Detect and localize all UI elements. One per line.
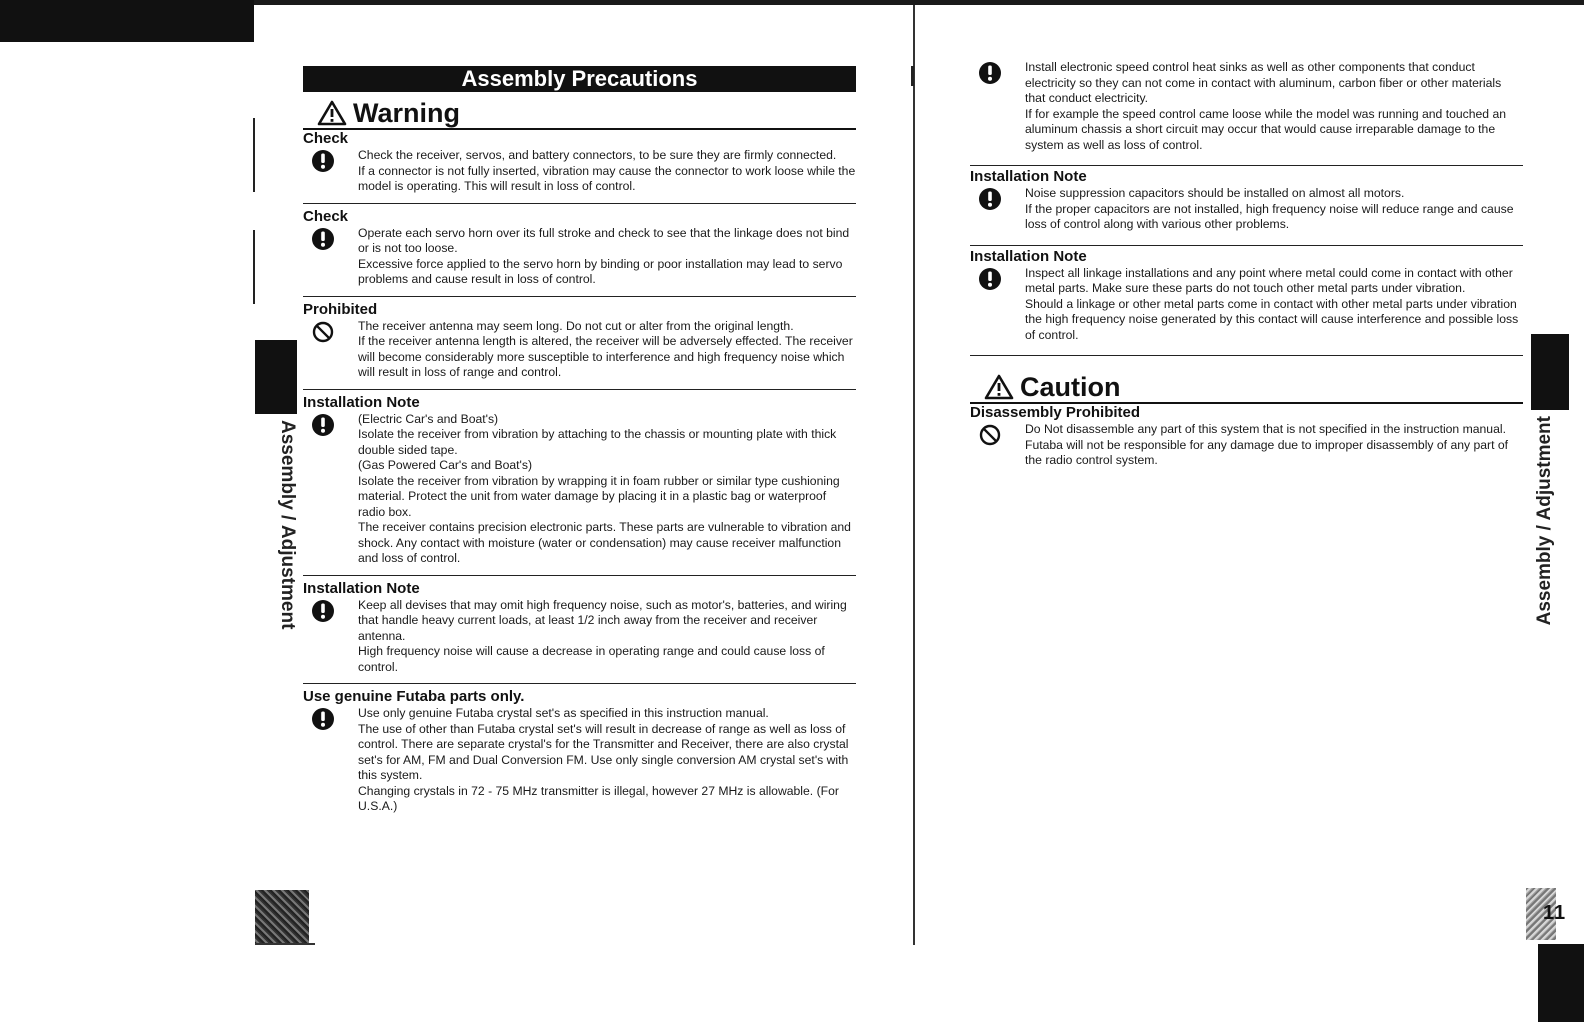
section-tab-right xyxy=(1531,334,1569,410)
section-paragraph: (Electric Car's and Boat's) xyxy=(358,411,499,426)
section-text xyxy=(1025,186,1523,233)
section-title: Installation Note xyxy=(303,579,420,597)
section-body xyxy=(303,412,856,567)
exclamation-icon xyxy=(311,599,335,623)
precaution-section xyxy=(970,60,1523,166)
precaution-section xyxy=(970,168,1523,246)
exclamation-icon xyxy=(311,707,335,731)
section-icon-wrap xyxy=(970,422,1025,469)
fold-mark xyxy=(911,66,914,86)
scan-shadow-top-left xyxy=(0,0,254,42)
exclamation-icon xyxy=(978,61,1002,85)
precaution-section xyxy=(303,130,856,204)
section-icon-wrap xyxy=(303,706,358,815)
section-title: Prohibited xyxy=(303,300,378,318)
section-text xyxy=(358,319,856,381)
scan-speckle-edge xyxy=(255,943,315,945)
section-body xyxy=(970,186,1523,233)
exclamation-icon xyxy=(311,413,335,437)
section-body xyxy=(970,60,1523,153)
left-page xyxy=(303,66,856,827)
prohibited-icon xyxy=(978,423,1002,447)
section-body xyxy=(303,148,856,195)
margin-mark xyxy=(253,118,255,192)
section-icon-wrap xyxy=(970,186,1025,233)
warning-triangle-icon xyxy=(984,374,1014,400)
section-icon-wrap xyxy=(303,226,358,288)
section-paragraph: Excessive force applied to the servo horn by binding or poor installation may lead to servo problems and cause result in loss of control. xyxy=(358,256,843,286)
margin-mark xyxy=(253,230,255,304)
section-icon-wrap xyxy=(303,598,358,676)
section-body xyxy=(303,319,856,381)
section-paragraph: Changing crystals in 72 - 75 MHz transmitter is illegal, however 27 MHz is allowable. (For U.S.A.) xyxy=(358,783,839,813)
section-paragraph: If the proper capacitors are not installed, high frequency noise will reduce range and cause loss of control along with various other problems. xyxy=(1025,201,1514,231)
section-body xyxy=(303,598,856,676)
section-text xyxy=(1025,60,1523,153)
exclamation-icon xyxy=(978,187,1002,211)
precaution-section xyxy=(303,394,856,576)
warning-triangle-icon xyxy=(317,100,347,126)
right-page xyxy=(970,60,1523,481)
section-text xyxy=(1025,422,1523,469)
section-text xyxy=(358,412,856,567)
section-icon-wrap xyxy=(970,60,1025,153)
section-icon-wrap xyxy=(303,319,358,381)
section-paragraph: Isolate the receiver from vibration by attaching to the chassis or mounting plate with thick double sided tape. xyxy=(358,427,837,457)
section-icon-wrap xyxy=(303,148,358,195)
side-label-left: Assembly / Adjustment xyxy=(277,420,298,630)
caution-heading-text: Caution xyxy=(1020,372,1121,402)
section-paragraph: The use of other than Futaba crystal set's will result in decrease of range as well as loss of control. There are separate crystal's for the Transmitter and Receiver, there are also crystal set's for AM, FM and Dual Conversion FM. Use only single conversion AM crystal set's with this system. xyxy=(358,721,849,782)
section-title: Installation Note xyxy=(303,393,420,411)
scan-shadow-bottom-right xyxy=(1538,944,1584,1022)
section-paragraph: If a connector is not fully inserted, vibration may cause the connector to work loose while the model is operating. This will result in loss of control. xyxy=(358,163,856,193)
section-paragraph: If the receiver antenna length is altered, the receiver will be adversely effected. The receiver will become considerably more susceptible to interference and high frequency noise which will result in loss of range and control. xyxy=(358,334,853,379)
precaution-section xyxy=(303,208,856,297)
section-body xyxy=(970,266,1523,344)
section-paragraph: Operate each servo horn over its full stroke and check to see that the linkage does not bind or is not too loose. xyxy=(358,225,850,255)
warning-heading xyxy=(303,98,856,130)
section-title: Use genuine Futaba parts only. xyxy=(303,688,525,705)
section-title: Installation Note xyxy=(970,247,1087,265)
precaution-section xyxy=(303,580,856,685)
section-text xyxy=(358,226,856,288)
caution-heading xyxy=(970,372,1523,404)
section-body xyxy=(303,226,856,288)
warning-heading-text: Warning xyxy=(353,98,460,128)
page-title: Assembly Precautions xyxy=(303,66,856,92)
precaution-section xyxy=(303,301,856,390)
section-body xyxy=(970,422,1523,469)
prohibited-icon xyxy=(311,320,335,344)
section-paragraph: Noise suppression capacitors should be installed on almost all motors. xyxy=(1025,186,1405,200)
section-paragraph: Futaba will not be responsible for any damage due to improper disassembly of any part of the radio control system. xyxy=(1025,437,1509,467)
section-paragraph: Install electronic speed control heat sinks as well as other components that conduct electricity so they can not come in contact with aluminum, carbon fiber or other materials that conduct electricity. xyxy=(1025,60,1502,105)
section-paragraph: (Gas Powered Car's and Boat's) xyxy=(358,458,532,472)
section-paragraph: Keep all devises that may omit high frequency noise, such as motor's, batteries, and wiring that handle heavy current loads, at least 1/2 inch away from the receiver and receiver antenna. xyxy=(358,597,847,643)
section-paragraph: Isolate the receiver from vibration by wrapping it in foam rubber or similar type cushioning material. Protect the unit from water damage by placing it in a plastic bag or waterproof radio box. xyxy=(358,473,840,519)
page-number: 11 xyxy=(1543,902,1567,924)
section-paragraph: Do Not disassemble any part of this system that is not specified in the instruction manual. xyxy=(1025,422,1506,436)
exclamation-icon xyxy=(311,149,335,173)
section-text xyxy=(358,598,856,676)
side-label-right: Assembly / Adjustment xyxy=(1534,416,1555,626)
precaution-section xyxy=(970,248,1523,357)
section-paragraph: Should a linkage or other metal parts come in contact with other metal parts under vibration the high frequency noise generated by this contact will cause interference and possible loss of control. xyxy=(1025,296,1519,342)
section-paragraph: The receiver antenna may seem long. Do not cut or alter from the original length. xyxy=(358,318,794,333)
section-icon-wrap xyxy=(303,412,358,567)
section-icon-wrap xyxy=(970,266,1025,344)
scan-speckle xyxy=(255,890,309,944)
section-paragraph: The receiver contains precision electronic parts. These parts are vulnerable to vibration and shock. Any contact with moisture (water or condensation) may cause receiver malfunction and loss of control. xyxy=(358,520,851,565)
section-title: Check xyxy=(303,130,349,147)
section-paragraph: If for example the speed control came loose while the model was running and touched an aluminum chassis a short circuit may occur that would cause irreparable damage to the system as well as loss of control. xyxy=(1025,106,1507,152)
precaution-section xyxy=(970,404,1523,477)
section-title: Installation Note xyxy=(970,168,1087,185)
section-paragraph: High frequency noise will cause a decrease in operating range and could cause loss of control. xyxy=(358,644,825,674)
section-text xyxy=(358,706,856,815)
page-fold-line xyxy=(913,5,915,945)
section-title: Check xyxy=(303,207,349,225)
section-title: Disassembly Prohibited xyxy=(970,404,1141,421)
exclamation-icon xyxy=(311,227,335,251)
section-tab-left xyxy=(255,340,297,414)
section-paragraph: Use only genuine Futaba crystal set's as specified in this instruction manual. xyxy=(358,706,769,720)
section-text xyxy=(1025,266,1523,344)
section-text xyxy=(358,148,856,195)
section-body xyxy=(303,706,856,815)
section-paragraph: Check the receiver, servos, and battery connectors, to be sure they are firmly connected. xyxy=(358,148,837,162)
precaution-section xyxy=(303,688,856,823)
exclamation-icon xyxy=(978,267,1002,291)
section-paragraph: Inspect all linkage installations and any point where metal could come in contact with other metal parts. Make sure these parts do not touch other metal parts under vibration. xyxy=(1025,265,1513,295)
